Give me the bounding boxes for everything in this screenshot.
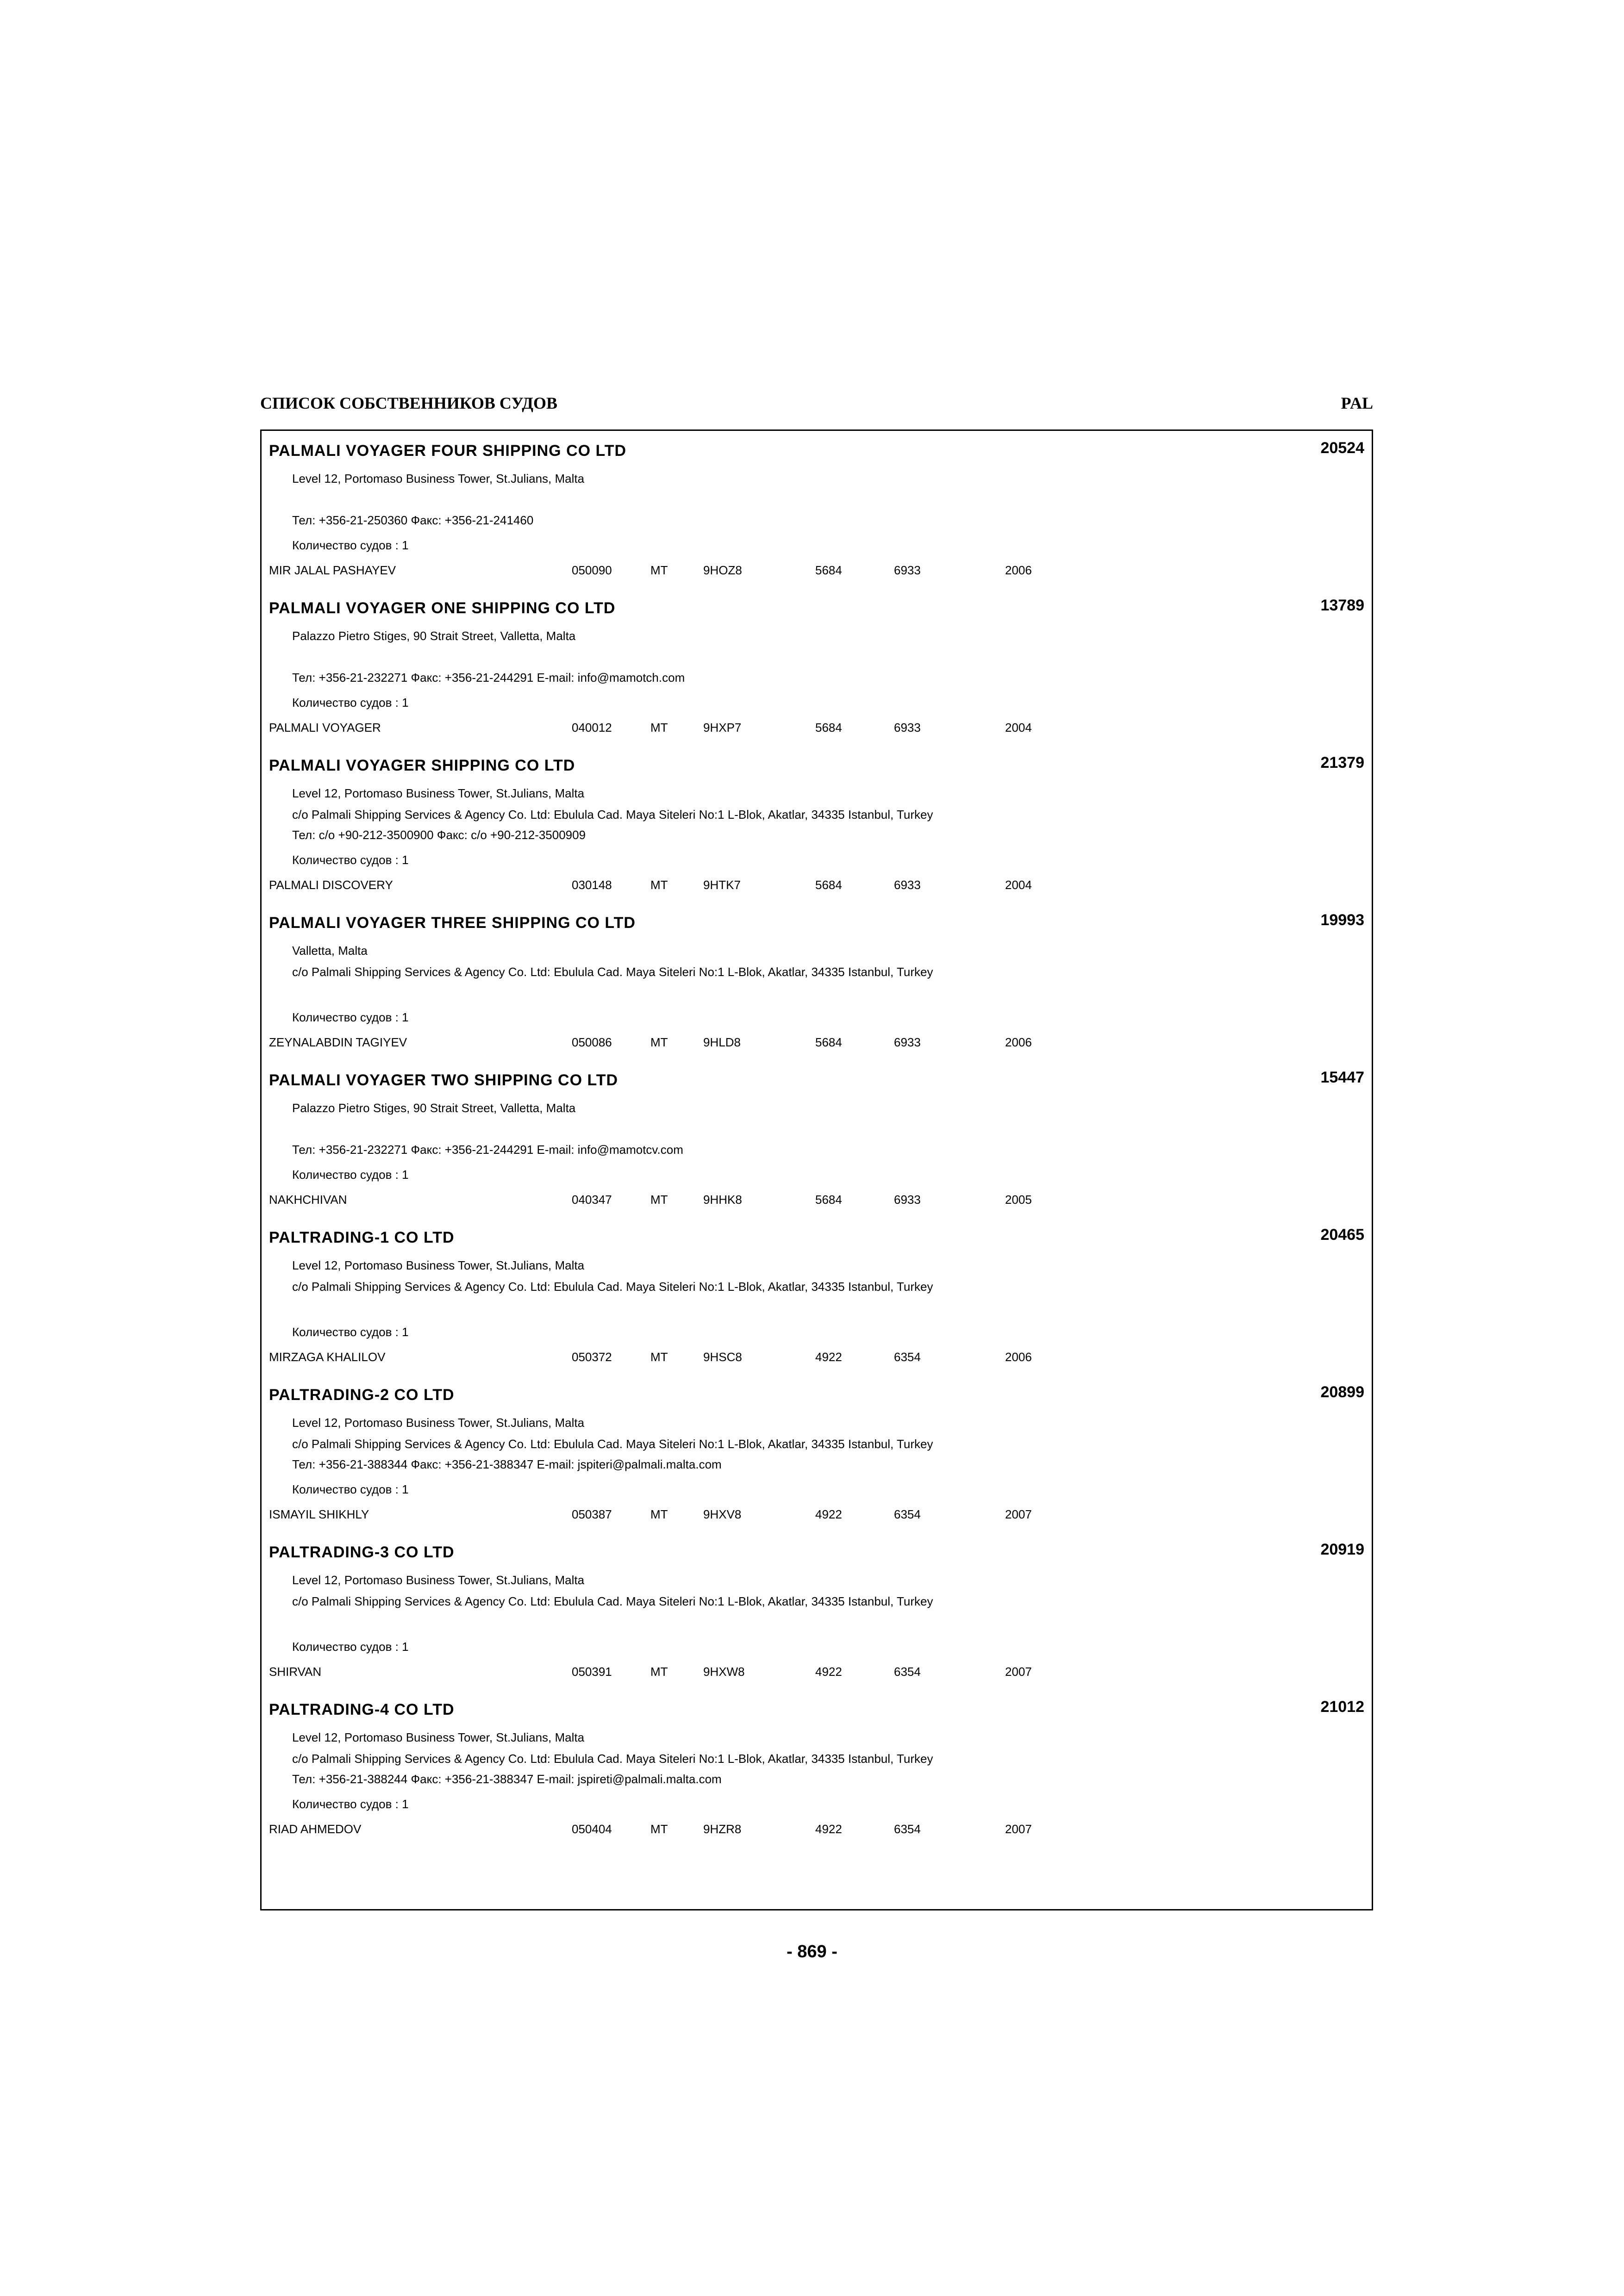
- vessel-row: [262, 1822, 1372, 1838]
- owner-address: Palazzo Pietro Stiges, 90 Strait Street, Valletta, Malta: [292, 1101, 576, 1115]
- vessel-flag: MT: [650, 721, 668, 734]
- owner-name: PALMALI VOYAGER THREE SHIPPING CO LTD: [269, 914, 636, 932]
- owner-entry: [262, 1532, 1372, 1690]
- vessel-row: [262, 878, 1372, 894]
- vessel-reg-number: 050387: [572, 1507, 612, 1521]
- vessel-build-year: 2006: [1005, 1035, 1032, 1049]
- vessel-gross-tonnage: 4922: [815, 1350, 842, 1364]
- vessel-call-sign: 9HLD8: [703, 1035, 741, 1049]
- vessel-name: RIAD AHMEDOV: [269, 1822, 362, 1836]
- vessel-reg-number: 050391: [572, 1665, 612, 1679]
- vessel-row: [262, 1035, 1372, 1051]
- owner-entry: [262, 431, 1372, 588]
- vessel-flag: MT: [650, 1665, 668, 1679]
- owner-entry: [262, 588, 1372, 746]
- owner-name: PALMALI VOYAGER ONE SHIPPING CO LTD: [269, 599, 616, 617]
- vessel-flag: MT: [650, 1035, 668, 1049]
- vessel-gross-tonnage: 4922: [815, 1665, 842, 1679]
- owner-entry: [262, 746, 1372, 903]
- vessel-name: PALMALI DISCOVERY: [269, 878, 393, 892]
- owner-id: 20465: [1320, 1226, 1364, 1244]
- vessel-call-sign: 9HXV8: [703, 1507, 742, 1521]
- vessel-count: Количество судов : 1: [292, 538, 409, 552]
- owner-address: Level 12, Portomaso Business Tower, St.Julians, Malta: [292, 786, 585, 800]
- owner-entry: [262, 1218, 1372, 1375]
- vessel-reg-number: 040012: [572, 721, 612, 734]
- owner-id: 21379: [1320, 754, 1364, 772]
- owner-entry: [262, 1375, 1372, 1532]
- owner-entry: [262, 1060, 1372, 1218]
- vessel-flag: MT: [650, 563, 668, 577]
- vessel-deadweight: 6354: [894, 1350, 921, 1364]
- page-header: [260, 393, 1373, 421]
- owner-name: PALMALI VOYAGER TWO SHIPPING CO LTD: [269, 1071, 618, 1089]
- owner-contacts: Тел: +356-21-232271 Факс: +356-21-244291 E-mail: info@mamotch.com: [292, 671, 685, 684]
- vessel-flag: MT: [650, 1822, 668, 1836]
- owner-name: PALTRADING-1 CO LTD: [269, 1229, 455, 1246]
- vessel-name: MIR JALAL PASHAYEV: [269, 563, 396, 577]
- owner-address: Palazzo Pietro Stiges, 90 Strait Street, Valletta, Malta: [292, 629, 576, 643]
- vessel-build-year: 2006: [1005, 563, 1032, 577]
- vessel-flag: MT: [650, 878, 668, 892]
- vessel-flag: MT: [650, 1350, 668, 1364]
- owner-contacts: Тел: +356-21-388344 Факс: +356-21-388347 E-mail: jspiteri@palmali.malta.com: [292, 1457, 722, 1471]
- vessel-row: [262, 563, 1372, 579]
- vessel-reg-number: 050090: [572, 563, 612, 577]
- owner-contacts: Тел: +356-21-250360 Факс: +356-21-241460: [292, 513, 534, 527]
- vessel-row: [262, 1193, 1372, 1208]
- vessel-call-sign: 9HXW8: [703, 1665, 745, 1679]
- vessel-call-sign: 9HTK7: [703, 878, 741, 892]
- vessel-deadweight: 6933: [894, 721, 921, 734]
- vessel-name: ZEYNALABDIN TAGIYEV: [269, 1035, 407, 1049]
- owner-id: 13789: [1320, 597, 1364, 614]
- owner-agent-address: c/o Palmali Shipping Services & Agency Co. Ltd: Ebulula Cad. Maya Siteleri No:1 L-Blok, Akatlar, 34335 Istanbul, Turkey: [292, 1280, 933, 1294]
- vessel-reg-number: 030148: [572, 878, 612, 892]
- vessel-reg-number: 050086: [572, 1035, 612, 1049]
- vessel-deadweight: 6933: [894, 878, 921, 892]
- owner-contacts: Тел: +356-21-388244 Факс: +356-21-388347 E-mail: jspireti@palmali.malta.com: [292, 1772, 722, 1786]
- vessel-count: Количество судов : 1: [292, 1640, 409, 1654]
- owner-agent-address: c/o Palmali Shipping Services & Agency Co. Ltd: Ebulula Cad. Maya Siteleri No:1 L-Blok, Akatlar, 34335 Istanbul, Turkey: [292, 808, 933, 821]
- vessel-build-year: 2004: [1005, 878, 1032, 892]
- owner-id: 20899: [1320, 1383, 1364, 1401]
- owner-name: PALMALI VOYAGER FOUR SHIPPING CO LTD: [269, 442, 627, 460]
- owner-id: 19993: [1320, 911, 1364, 929]
- document-title: СПИСОК СОБСТВЕННИКОВ СУДОВ: [260, 394, 558, 412]
- vessel-deadweight: 6933: [894, 563, 921, 577]
- page-number: - 869 -: [787, 1942, 837, 1961]
- owner-address: Level 12, Portomaso Business Tower, St.Julians, Malta: [292, 472, 585, 485]
- vessel-gross-tonnage: 5684: [815, 878, 842, 892]
- vessel-gross-tonnage: 5684: [815, 563, 842, 577]
- vessel-gross-tonnage: 5684: [815, 1035, 842, 1049]
- vessel-build-year: 2007: [1005, 1507, 1032, 1521]
- vessel-deadweight: 6354: [894, 1507, 921, 1521]
- owner-entry: [262, 903, 1372, 1060]
- vessel-flag: MT: [650, 1193, 668, 1207]
- vessel-count: Количество судов : 1: [292, 1010, 409, 1024]
- vessel-count: Количество судов : 1: [292, 696, 409, 709]
- vessel-count: Количество судов : 1: [292, 1482, 409, 1496]
- vessel-count: Количество судов : 1: [292, 1325, 409, 1339]
- owner-address: Valletta, Malta: [292, 944, 368, 958]
- vessel-call-sign: 9HHK8: [703, 1193, 742, 1207]
- vessel-flag: MT: [650, 1507, 668, 1521]
- vessel-call-sign: 9HXP7: [703, 721, 742, 734]
- owner-id: 20524: [1320, 439, 1364, 457]
- vessel-build-year: 2007: [1005, 1665, 1032, 1679]
- vessel-gross-tonnage: 4922: [815, 1507, 842, 1521]
- vessel-name: ISMAYIL SHIKHLY: [269, 1507, 369, 1521]
- owner-agent-address: c/o Palmali Shipping Services & Agency Co. Ltd: Ebulula Cad. Maya Siteleri No:1 L-Blok, Akatlar, 34335 Istanbul, Turkey: [292, 1437, 933, 1451]
- owner-contacts: Тел: +356-21-232271 Факс: +356-21-244291 E-mail: info@mamotcv.com: [292, 1143, 683, 1157]
- owner-address: Level 12, Portomaso Business Tower, St.Julians, Malta: [292, 1416, 585, 1430]
- vessel-row: [262, 721, 1372, 736]
- vessel-gross-tonnage: 5684: [815, 1193, 842, 1207]
- owner-name: PALTRADING-2 CO LTD: [269, 1386, 455, 1404]
- owner-entry: [262, 1690, 1372, 1847]
- vessel-gross-tonnage: 4922: [815, 1822, 842, 1836]
- owner-address: Level 12, Portomaso Business Tower, St.Julians, Malta: [292, 1730, 585, 1744]
- vessel-deadweight: 6354: [894, 1822, 921, 1836]
- vessel-build-year: 2007: [1005, 1822, 1032, 1836]
- vessel-build-year: 2004: [1005, 721, 1032, 734]
- vessel-count: Количество судов : 1: [292, 853, 409, 867]
- vessel-name: MIRZAGA KHALILOV: [269, 1350, 386, 1364]
- vessel-reg-number: 050372: [572, 1350, 612, 1364]
- vessel-build-year: 2005: [1005, 1193, 1032, 1207]
- owner-address: Level 12, Portomaso Business Tower, St.Julians, Malta: [292, 1573, 585, 1587]
- vessel-deadweight: 6933: [894, 1035, 921, 1049]
- vessel-count: Количество судов : 1: [292, 1168, 409, 1182]
- vessel-deadweight: 6354: [894, 1665, 921, 1679]
- vessel-call-sign: 9HZR8: [703, 1822, 742, 1836]
- owner-id: 21012: [1320, 1698, 1364, 1716]
- vessel-deadweight: 6933: [894, 1193, 921, 1207]
- owner-address: Level 12, Portomaso Business Tower, St.Julians, Malta: [292, 1258, 585, 1272]
- owner-name: PALMALI VOYAGER SHIPPING CO LTD: [269, 757, 575, 774]
- owner-agent-address: c/o Palmali Shipping Services & Agency Co. Ltd: Ebulula Cad. Maya Siteleri No:1 L-Blok, Akatlar, 34335 Istanbul, Turkey: [292, 965, 933, 979]
- owner-agent-address: c/o Palmali Shipping Services & Agency Co. Ltd: Ebulula Cad. Maya Siteleri No:1 L-Blok, Akatlar, 34335 Istanbul, Turkey: [292, 1752, 933, 1766]
- owner-agent-address: c/o Palmali Shipping Services & Agency Co. Ltd: Ebulula Cad. Maya Siteleri No:1 L-Blok, Akatlar, 34335 Istanbul, Turkey: [292, 1594, 933, 1608]
- vessel-gross-tonnage: 5684: [815, 721, 842, 734]
- vessel-name: PALMALI VOYAGER: [269, 721, 381, 734]
- vessel-reg-number: 040347: [572, 1193, 612, 1207]
- vessel-call-sign: 9HOZ8: [703, 563, 742, 577]
- vessel-row: [262, 1507, 1372, 1523]
- vessel-row: [262, 1350, 1372, 1366]
- vessel-reg-number: 050404: [572, 1822, 612, 1836]
- vessel-row: [262, 1665, 1372, 1680]
- vessel-call-sign: 9HSC8: [703, 1350, 742, 1364]
- owner-contacts: Тел: c/o +90-212-3500900 Факс: c/o +90-212-3500909: [292, 828, 586, 842]
- vessel-count: Количество судов : 1: [292, 1797, 409, 1811]
- owner-id: 20919: [1320, 1541, 1364, 1558]
- vessel-name: NAKHCHIVAN: [269, 1193, 347, 1207]
- vessel-build-year: 2006: [1005, 1350, 1032, 1364]
- owners-frame: [260, 429, 1373, 1910]
- owner-name: PALTRADING-3 CO LTD: [269, 1543, 455, 1561]
- owner-id: 15447: [1320, 1069, 1364, 1086]
- owner-name: PALTRADING-4 CO LTD: [269, 1701, 455, 1718]
- vessel-name: SHIRVAN: [269, 1665, 322, 1679]
- section-code: PAL: [1341, 394, 1373, 412]
